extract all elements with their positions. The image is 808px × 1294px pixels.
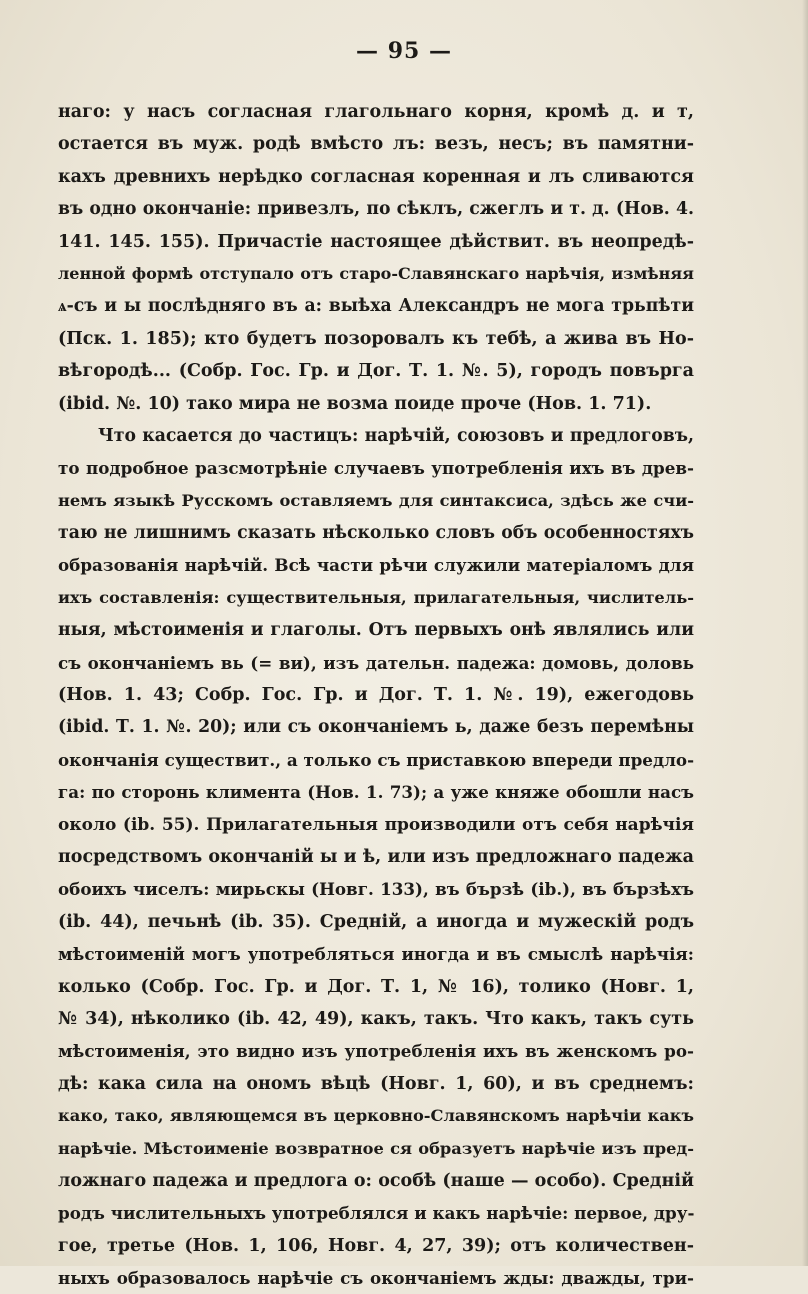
text-line: ныя, мѣстоименія и глаголы. Отъ первыхъ онѣ являлись или: [58, 620, 694, 641]
page-edge-shadow: [802, 0, 808, 1266]
text-line: мѣстоименій могъ употребляться иногда и въ смыслѣ нарѣчія:: [58, 944, 694, 965]
text-line: ихъ составленія: существительныя, прилагательныя, числитель-: [58, 587, 694, 607]
text-line: (ibid. Т. 1. №. 20); или съ окончаніемъ ь, даже безъ перемѣны: [58, 717, 694, 738]
text-line: немъ языкѣ Русскомъ оставляемъ для синтаксиса, здѣсь же счи-: [58, 490, 694, 510]
text-line: ложнаго падежа и предлога о: особѣ (наше — особо). Средній: [58, 1170, 694, 1191]
text-line: наго: у насъ согласная глагольнаго корня, кромѣ д. и т,: [58, 102, 694, 122]
text-line: посредствомъ окончаній ы и ѣ, или изъ предложнаго падежа: [58, 846, 694, 867]
text-line: съ окончаніемъ вь (= ви), изъ дательн. падежа: домовь, доловь: [58, 652, 694, 673]
text-line: ѧ-съ и ы послѣдняго въ а: выѣха Александръ не мога трьпѣти: [58, 296, 694, 317]
text-line: обоихъ чиселъ: мирьскы (Новг. 133), въ бързѣ (ib.), въ бързѣхъ: [58, 879, 694, 900]
text-line: како, тако, являющемся въ церковно-Славянскомъ нарѣчіи какъ: [58, 1106, 694, 1126]
text-line: дѣ: кака сила на ономъ вѣцѣ (Новг. 1, 60), и въ среднемъ:: [58, 1073, 694, 1094]
page-body-text: [58, 96, 694, 1294]
text-line: то подробное разсмотрѣніе случаевъ употребленія ихъ въ древ-: [58, 458, 694, 479]
text-line: около (ib. 55). Прилагательныя производили отъ себя нарѣчія: [58, 814, 694, 835]
text-line: кахъ древнихъ нерѣдко согласная коренная и лъ сливаются: [58, 166, 694, 187]
text-line: вѣгородѣ... (Собр. Гос. Гр. и Дог. Т. 1. №. 5), городъ повърга: [58, 361, 694, 382]
text-line: таю не лишнимъ сказать нѣсколько словъ объ особенностяхъ: [58, 523, 694, 544]
text-line: (Пск. 1. 185); кто будетъ позоровалъ къ тебѣ, а жива въ Но-: [58, 328, 694, 349]
text-line: гое, третье (Нов. 1, 106, Новг. 4, 27, 39); отъ количествен-: [58, 1235, 694, 1256]
page-number: — 95 —: [356, 38, 452, 64]
text-line: ленной формѣ отступало отъ старо-Славянскаго нарѣчія, измѣняя: [58, 263, 694, 283]
text-line: (ib. 44), печьнѣ (ib. 35). Средній, а иногда и мужескій родъ: [58, 911, 694, 932]
text-line: (Нов. 1. 43; Собр. Гос. Гр. и Дог. Т. 1. №. 19), ежегодовь: [58, 685, 694, 706]
text-line: родъ числительныхъ употреблялся и какъ нарѣчіе: первое, дру-: [58, 1203, 694, 1224]
text-line: колько (Собр. Гос. Гр. и Дог. Т. 1, № 16), толико (Новг. 1,: [58, 976, 694, 997]
text-line: № 34), нѣколико (ib. 42, 49), какъ, такъ. Что какъ, такъ суть: [58, 1008, 694, 1029]
text-line: въ одно окончаніе: привезлъ, по сѣклъ, сжеглъ и т. д. (Нов. 4.: [58, 199, 694, 220]
text-line: остается въ муж. родѣ вмѣсто лъ: везъ, несъ; въ памятни-: [58, 134, 694, 155]
text-line: образованія нарѣчій. Всѣ части рѣчи служили матеріаломъ для: [58, 555, 694, 576]
paragraph-end-line: (ibid. №. 10) тако мира не возма поиде проче (Нов. 1. 71).: [58, 393, 652, 414]
text-line: нарѣчіе. Мѣстоименіе возвратное ся образуетъ нарѣчіе изъ пред-: [58, 1138, 694, 1158]
paragraph-start-line: Что касается до частицъ: нарѣчій, союзовъ и предлоговъ,: [98, 425, 694, 446]
text-line: 141. 145. 155). Причастіе настоящее дѣйствит. въ неопредѣ-: [58, 231, 694, 252]
text-line: га: по сторонь климента (Нов. 1. 73); а уже княже обошли насъ: [58, 782, 694, 803]
text-line: ныхъ образовалось нарѣчіе съ окончаніемъ жды: дважды, три-: [58, 1268, 694, 1289]
text-line: мѣстоименія, это видно изъ употребленія ихъ въ женскомъ ро-: [58, 1041, 694, 1062]
text-line: окончанія существит., а только съ приставкою впереди предло-: [58, 749, 694, 770]
